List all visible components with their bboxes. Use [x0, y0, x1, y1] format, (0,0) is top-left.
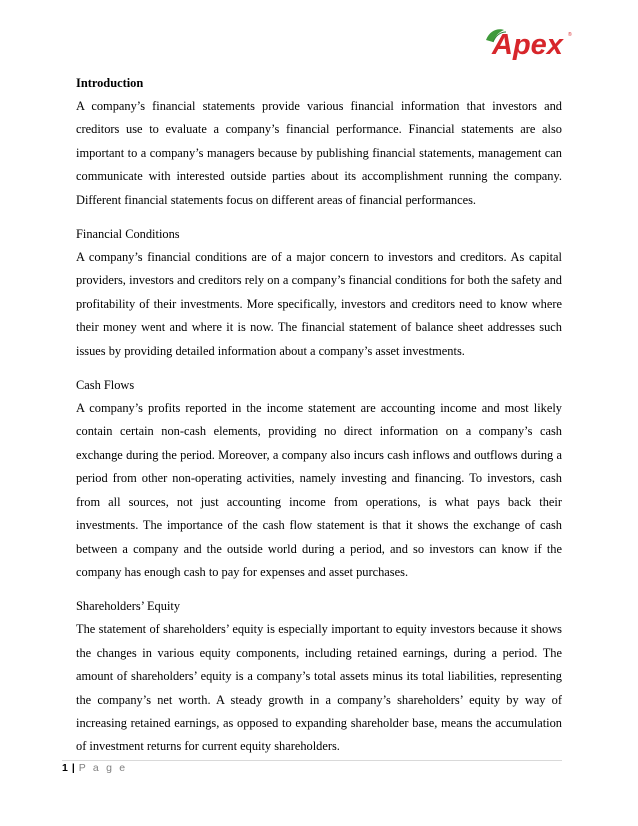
section-cash-flows: [76, 373, 562, 584]
page-number: 1: [62, 762, 68, 774]
section-shareholders-equity: [76, 594, 562, 758]
page-label: P a g e: [78, 762, 128, 774]
section-paragraph: A company’s financial statements provide various financial information that investors and creditors use to evaluate a company’s financial performance. Financial statements are also important to a company’s managers because by publishing financial statements, management can communicate with interested outside parties about its accomplishment running the company. Different financial statements focus on different areas of financial performances.: [76, 99, 562, 207]
section-paragraph: The statement of shareholders’ equity is especially important to equity investors because it shows the changes in various equity components, including retained earnings, during a period. The amount of shareholders’ equity is a company’s total assets minus its total liabilities, representing the company’s net worth. A steady growth in a company’s shareholders’ equity by way of increasing retained earnings, as opposed to expanding shareholder base, means the accumulation of investment returns for current equity shareholders.: [76, 622, 562, 754]
logo-text: Apex: [492, 29, 563, 61]
section-paragraph: A company’s financial conditions are of a major concern to investors and creditors. As capital providers, investors and creditors rely on a company’s financial conditions for both the safety and profitability of their investments. More specifically, investors and creditors need to know where their money went and where it is now. The financial statement of balance sheet addresses such issues by providing detailed information about a company’s asset investments.: [76, 250, 562, 358]
section-heading: Financial Conditions: [76, 227, 180, 242]
registered-mark: ®: [568, 32, 572, 38]
section-heading: Shareholders’ Equity: [76, 599, 181, 614]
section-introduction: [76, 71, 562, 212]
section-financial-conditions: [76, 222, 562, 363]
apex-logo: [484, 18, 576, 66]
section-heading: Cash Flows: [76, 378, 135, 393]
section-heading: Introduction: [76, 76, 144, 90]
section-paragraph: A company’s profits reported in the income statement are accounting income and most likely contain certain non-cash elements, providing no direct information on a company’s cash exchange during the period. Moreover, a company also incurs cash inflows and outflows during a period from other non-operating activities, namely investing and financing. To investors, cash from all sources, not just accounting income from operations, is what pays back their investments. The importance of the cash flow statement is that it shows the exchange of cash between a company and the outside world during a period, and so investors can know if the company has enough cash to pay for expenses and asset purchases.: [76, 401, 562, 579]
document-body: [76, 71, 562, 769]
footer-divider: [62, 760, 562, 761]
footer-separator: |: [71, 762, 75, 774]
page-footer: [62, 761, 127, 775]
